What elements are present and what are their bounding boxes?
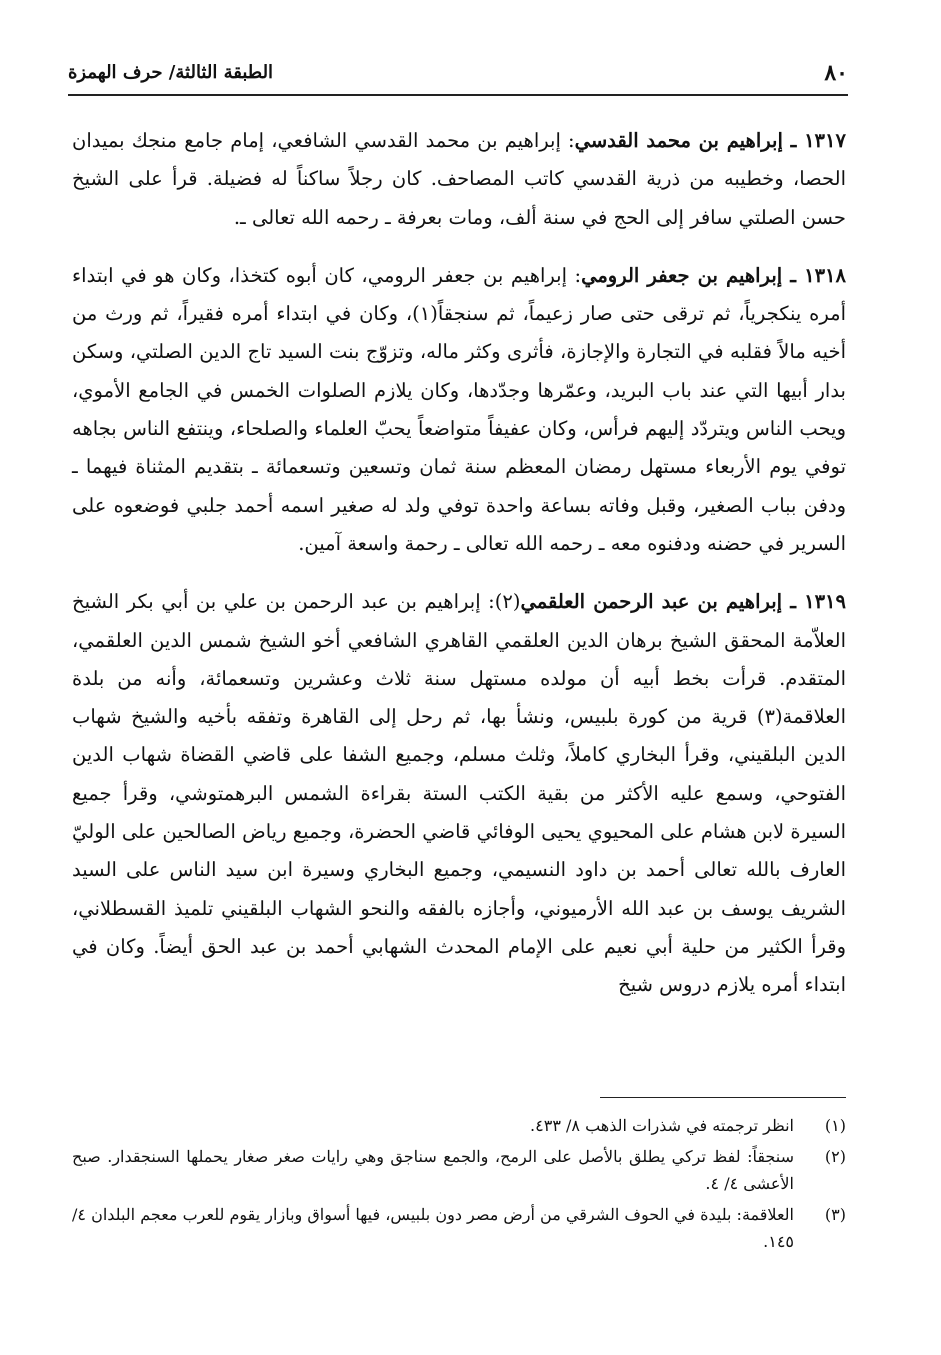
page-header bbox=[68, 58, 848, 96]
entry-heading: ١٣١٨ ـ إبراهيم بن جعفر الرومي bbox=[581, 263, 846, 287]
entry-heading: ١٣١٧ ـ إبراهيم بن محمد القدسي bbox=[574, 129, 846, 152]
footnote-mark: (٢) bbox=[824, 1147, 846, 1166]
footnote-text: سنجقاً: لفظ تركي يطلق بالأصل على الرمح، والجمع سناجق وهي رايات صغر صغار يحملها السنجقدار. صبح الأعشى ٤/ ٤. bbox=[72, 1147, 794, 1193]
entry-1319 bbox=[72, 583, 846, 1004]
page-number: ٨٠ bbox=[824, 60, 848, 86]
entry-1317 bbox=[72, 122, 846, 237]
footnote-text: العلاقمة: بليدة في الحوف الشرقي من أرض مصر دون بلبيس، فيها أسواق وبازار يقوم للعرب معجم البلدان ٤/ ١٤٥. bbox=[72, 1205, 794, 1251]
footnotes bbox=[72, 1112, 846, 1259]
footnote-divider bbox=[600, 1097, 846, 1098]
entry-heading: ١٣١٩ ـ إبراهيم بن عبد الرحمن العلقمي bbox=[520, 590, 847, 614]
entry-text: (٢): إبراهيم بن عبد الرحمن بن علي بن أبي بكر الشيخ العلاّمة المحقق الشيخ برهان الدين العلقمي القاهري الشافعي أخو الشيخ شمس الدين العلقمي، المتقدم. قرأت بخط أبيه أن مولده مستهل سنة ثلاث وعشرين وتسعمائة، وأنه من بلدة العلاقمة(٣) قرية من كورة بلبيس، ونشأ بها، ثم رحل إلى القاهرة وتفقه بأخيه والشيخ شهاب الدين البلقيني، وقرأ البخاري كاملاً، وثلث مسلم، وجميع الشفا على قاضي القضاة شهاب الدين الفتوحي، وسمع عليه الأكثر من بقية الكتب الستة بقراءة الشمس البرهمتوشي، وقرأ جميع السيرة لابن هشام على المحيوي يحيى الوفائي قاضي الحضرة، وجميع رياض الصالحين على الوليّ العارف بالله تعالى أحمد بن داود النسيمي، وجميع البخاري وسيرة ابن سيد الناس على السيد الشريف يوسف بن عبد الله الأرميوني، وأجازه بالفقه والنحو الشهاب البلقيني تلميذ القسطلاني، وقرأ الكثير من حلية أبي نعيم على الإمام المحدث الشهابي أحمد بن عبد الحق أيضاً. وكان في ابتداء أمره يلازم دروس شيخ bbox=[72, 590, 846, 997]
footnote bbox=[72, 1112, 846, 1139]
body-text bbox=[72, 122, 846, 1005]
entry-text: : إبراهيم بن محمد القدسي الشافعي، إمام جامع منجك بميدان الحصا، وخطيبه من ذرية القدسي كاتب المصاحف. كان رجلاً ساكناً له فضيلة. قرأ على الشيخ حسن الصلتي سافر إلى الحج في سنة ألف، ومات بعرفة ـ رحمه الله تعالى ـ. bbox=[72, 129, 846, 229]
footnote bbox=[72, 1201, 846, 1255]
footnote-text: انظر ترجمته في شذرات الذهب ٨/ ٤٣٣. bbox=[530, 1116, 794, 1135]
entry-text: : إبراهيم بن جعفر الرومي، كان أبوه كتخذا، وكان هو في ابتداء أمره ينكجرياً، ثم ترقى حتى صار زعيماً، ثم سنجقاً(١)، وكان في ابتداء أمره فقيراً، ثم ورث من أخيه مالاً فقلبه في التجارة والإجازة، فأثرى وكثر ماله، وتزوّج بنت السيد تاج الدين الصلتي، وسكن بدار أبيها التي عند باب البريد، وعمّرها وجدّدها، وكان يلازم الصلوات الخمس في الجامع الأموي، ويحب الناس ويتردّد إليهم فرأس، وكان عفيفاً متواضعاً يحبّ العلماء والصلحاء، وينتفع الناس بجاهه توفي يوم الأربعاء مستهل رمضان المعظم سنة ثمان وتسعين وتسعمائة ـ بتقديم المثناة فيهما ـ ودفن بباب الصغير، وقبل وفاته بساعة واحدة توفي ولد له صغير اسمه أحمد جلبي فوضعوه على السرير في حضنه ودفنوه معه ـ رحمه الله تعالى ـ رحمة واسعة آمين. bbox=[72, 263, 846, 555]
entry-1318 bbox=[72, 257, 846, 563]
footnote-mark: (٣) bbox=[824, 1205, 846, 1224]
running-title: الطبقة الثالثة/ حرف الهمزة bbox=[68, 62, 274, 83]
footnote-mark: (١) bbox=[824, 1116, 846, 1135]
footnote bbox=[72, 1143, 846, 1197]
